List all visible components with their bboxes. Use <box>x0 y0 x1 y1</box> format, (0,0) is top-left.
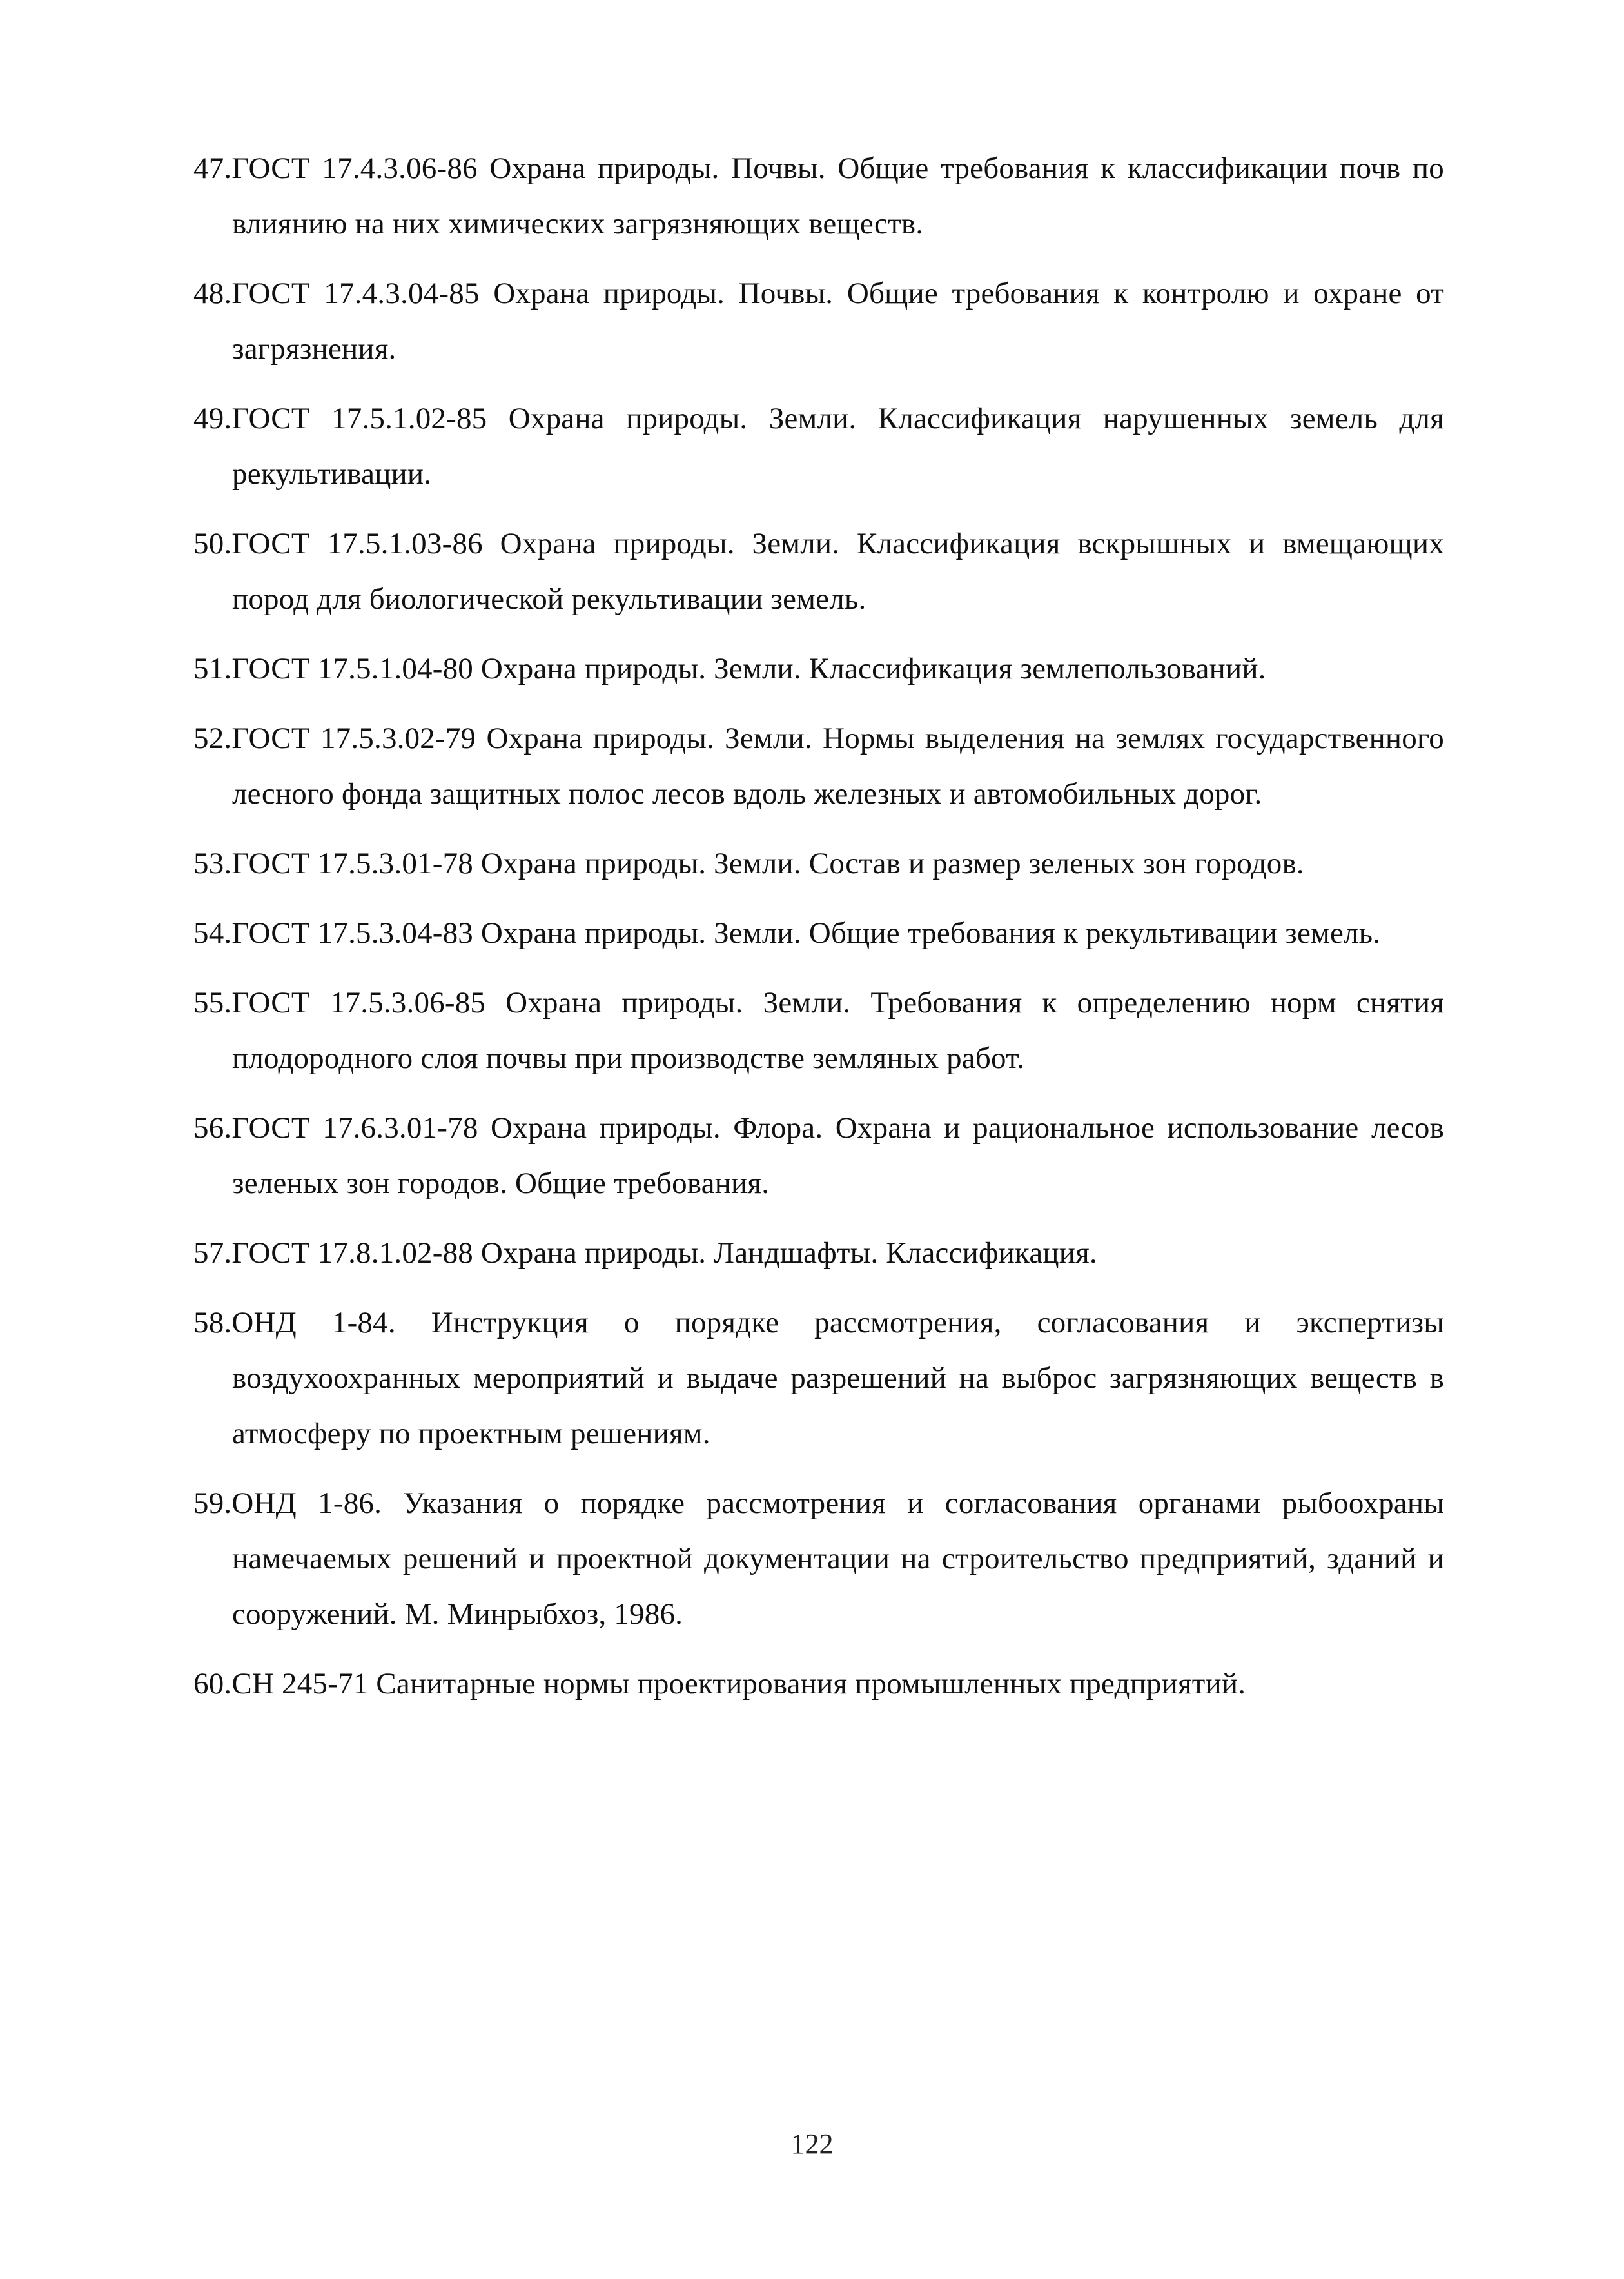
reference-text: ГОСТ 17.5.3.06-85 Охрана природы. Земли. Требования к определению норм снятия плодородного слоя почвы при производстве земляных работ. <box>231 986 1444 1075</box>
page-number: 122 <box>790 2128 834 2160</box>
reference-item-59 <box>193 1475 1444 1642</box>
reference-text: ГОСТ 17.5.1.04-80 Охрана природы. Земли. Классификация землепользований. <box>231 652 1266 686</box>
reference-item-50 <box>193 516 1444 627</box>
reference-item-57 <box>193 1225 1444 1281</box>
reference-text: ГОСТ 17.8.1.02-88 Охрана природы. Ландшафты. Классификация. <box>231 1236 1097 1270</box>
reference-number: 57. <box>193 1236 232 1270</box>
reference-number: 59. <box>193 1486 232 1520</box>
reference-text: СН 245-71 Санитарные нормы проектирования промышленных предприятий. <box>231 1667 1246 1701</box>
reference-item-52 <box>193 711 1444 822</box>
reference-item-58 <box>193 1295 1444 1461</box>
reference-item-54 <box>193 905 1444 961</box>
reference-item-49 <box>193 391 1444 502</box>
reference-text: ГОСТ 17.4.3.04-85 Охрана природы. Почвы. Общие требования к контролю и охране от загрязнения. <box>231 277 1444 366</box>
reference-text: ГОСТ 17.5.1.02-85 Охрана природы. Земли. Классификация нарушенных земель для рекультивации. <box>231 402 1444 491</box>
reference-number: 52. <box>193 722 232 755</box>
reference-number: 48. <box>193 277 232 310</box>
reference-text: ГОСТ 17.5.1.03-86 Охрана природы. Земли. Классификация вскрышных и вмещающих пород для биологической рекультивации земель. <box>231 527 1444 616</box>
reference-text: ГОСТ 17.6.3.01-78 Охрана природы. Флора. Охрана и рациональное использование лесов зеленых зон городов. Общие требования. <box>231 1111 1444 1200</box>
reference-number: 53. <box>193 847 232 880</box>
reference-number: 49. <box>193 402 232 435</box>
reference-number: 47. <box>193 152 232 185</box>
reference-text: ГОСТ 17.5.3.04-83 Охрана природы. Земли. Общие требования к рекультивации земель. <box>231 916 1381 950</box>
reference-number: 55. <box>193 986 232 1020</box>
reference-item-47 <box>193 141 1444 252</box>
reference-item-56 <box>193 1100 1444 1211</box>
reference-number: 54. <box>193 916 232 950</box>
reference-text: ГОСТ 17.5.3.02-79 Охрана природы. Земли. Нормы выделения на землях государственного лесного фонда защитных полос лесов вдоль железных и автомобильных дорог. <box>231 722 1444 811</box>
reference-item-51 <box>193 641 1444 696</box>
reference-number: 51. <box>193 652 232 686</box>
reference-item-48 <box>193 266 1444 377</box>
reference-number: 56. <box>193 1111 232 1145</box>
reference-text: ОНД 1-86. Указания о порядке рассмотрения и согласования органами рыбоохраны намечаемых решений и проектной документации на строительство предприятий, зданий и сооружений. М. Минрыбхоз, 1986. <box>231 1486 1444 1631</box>
reference-item-55 <box>193 975 1444 1086</box>
reference-item-60 <box>193 1656 1444 1712</box>
reference-text: ГОСТ 17.5.3.01-78 Охрана природы. Земли. Состав и размер зеленых зон городов. <box>231 847 1304 880</box>
reference-text: ОНД 1-84. Инструкция о порядке рассмотрения, согласования и экспертизы воздухоохранных мероприятий и выдаче разрешений на выброс загрязняющих веществ в атмосферу по проектным решениям. <box>231 1306 1444 1450</box>
reference-text: ГОСТ 17.4.3.06-86 Охрана природы. Почвы. Общие требования к классификации почв по влиянию на них химических загрязняющих веществ. <box>231 152 1444 241</box>
reference-number: 58. <box>193 1306 232 1339</box>
reference-item-53 <box>193 836 1444 891</box>
reference-number: 50. <box>193 527 232 560</box>
reference-list <box>193 141 1444 1726</box>
reference-number: 60. <box>193 1667 232 1701</box>
